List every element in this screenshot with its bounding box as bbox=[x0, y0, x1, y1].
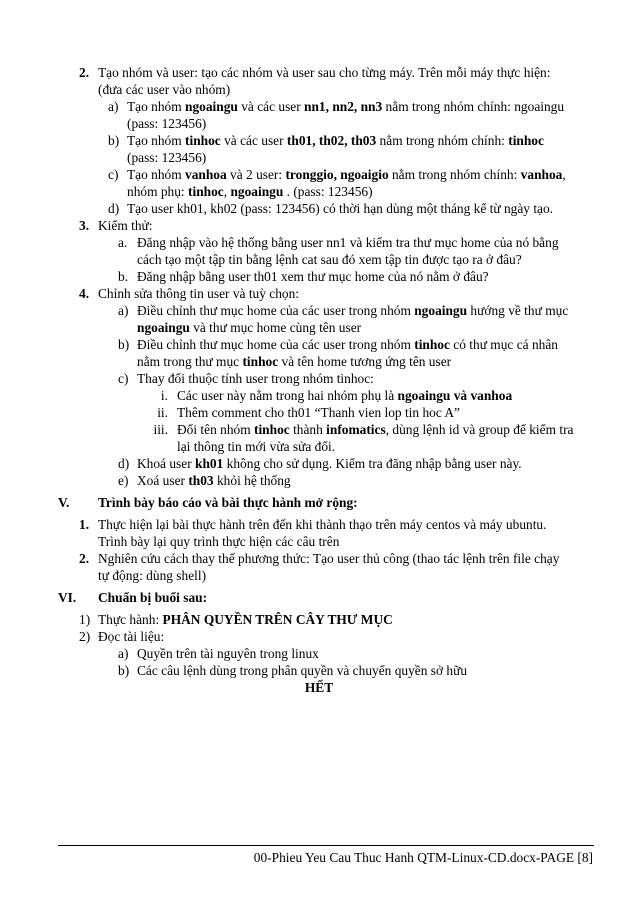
section-5-item-1-number: 1. bbox=[79, 517, 90, 532]
item-2c-mark: c) bbox=[108, 167, 119, 182]
item-4c-i-mark: i. bbox=[160, 388, 168, 403]
section-5-item-2-line-2: tự động: dùng shell) bbox=[98, 568, 207, 583]
item-3a-line-1: Đăng nhập vào hệ thống bằng user nn1 và kiểm tra thư mục home của nó bằng bbox=[137, 235, 559, 250]
item-3b-line: Đăng nhập bằng user th01 xem thư mục home của nó nằm ở đâu? bbox=[137, 269, 489, 284]
item-2-line-1: Tạo nhóm và user: tạo các nhóm và user sau cho từng máy. Trên mỗi máy thực hiện: bbox=[98, 65, 551, 80]
item-4d-line: Khoá user kh01 không cho sử dụng. Kiểm tra đăng nhập bằng user này. bbox=[137, 456, 522, 471]
item-2a-line-2: (pass: 123456) bbox=[127, 116, 207, 131]
section-5-title: Trình bày báo cáo và bài thực hành mở rộng: bbox=[98, 495, 358, 510]
item-4b-line-2: nằm trong thư mục tinhoc và tên home tương ứng tên user bbox=[137, 354, 452, 369]
section-6-item-2-line: Đọc tài liệu: bbox=[98, 629, 165, 644]
item-3-title: Kiểm thử: bbox=[98, 218, 153, 233]
item-4e-line: Xoá user th03 khỏi hệ thống bbox=[137, 473, 291, 488]
item-3a-mark: a. bbox=[118, 235, 128, 250]
item-4c-iii-line-2: lại thông tin mới vừa sửa đổi. bbox=[177, 439, 336, 454]
item-3a-line-2: cách tạo một tập tin bằng lệnh cat sau đó xem tập tin được tạo ra ở đâu? bbox=[137, 252, 522, 267]
section-5-item-1-line-2: Trình bày lại quy trình thực hiện các câu trên bbox=[98, 534, 340, 549]
item-2d-line: Tạo user kh01, kh02 (pass: 123456) có thời hạn dùng một tháng kể từ ngày tạo. bbox=[127, 201, 554, 216]
item-3-number: 3. bbox=[79, 218, 90, 233]
item-2a-line-1: Tạo nhóm ngoaingu và các user nn1, nn2, nn3 nằm trong nhóm chính: ngoaingu bbox=[127, 99, 565, 114]
end-mark: HẾT bbox=[304, 680, 334, 695]
item-2b-mark: b) bbox=[108, 133, 120, 148]
section-5-item-2-line-1: Nghiên cứu cách thay thế phương thức: Tạo user thủ công (thao tác lệnh trên file chạy bbox=[98, 551, 560, 566]
section-6-number: VI. bbox=[58, 590, 77, 605]
section-6-item-2-number: 2) bbox=[79, 629, 91, 644]
section-6-item-2b-line: Các câu lệnh dùng trong phân quyền và chuyển quyền sở hữu bbox=[137, 663, 468, 678]
section-6-item-1-number: 1) bbox=[79, 612, 91, 627]
section-5-item-1-line-1: Thực hiện lại bài thực hành trên đến khi thành thạo trên máy centos và máy ubuntu. bbox=[98, 517, 547, 532]
item-2-line-2: (đưa các user vào nhóm) bbox=[98, 82, 231, 97]
item-4c-iii-line-1: Đổi tên nhóm tinhoc thành infomatics, dùng lệnh id và group để kiểm tra bbox=[177, 422, 574, 437]
item-2b-line-1: Tạo nhóm tinhoc và các user th01, th02, th03 nằm trong nhóm chính: tinhoc bbox=[127, 133, 544, 148]
item-4c-ii-line: Thêm comment cho th01 “Thanh vien lop tin hoc A” bbox=[177, 405, 460, 420]
item-2c-line-1: Tạo nhóm vanhoa và 2 user: tronggio, ngoaigio nằm trong nhóm chính: vanhoa, bbox=[127, 167, 566, 182]
item-2d-mark: d) bbox=[108, 201, 120, 216]
item-4a-line-1: Điều chỉnh thư mục home của các user trong nhóm ngoaingu hướng về thư mục bbox=[137, 303, 569, 318]
item-4c-ii-mark: ii. bbox=[157, 405, 168, 420]
section-6-item-2b-mark: b) bbox=[118, 663, 130, 678]
item-3b-mark: b. bbox=[118, 269, 129, 284]
item-4c-mark: c) bbox=[118, 371, 129, 386]
section-6-item-1-line: Thực hành: PHÂN QUYỀN TRÊN CÂY THƯ MỤC bbox=[98, 612, 393, 627]
item-4a-mark: a) bbox=[118, 303, 129, 318]
item-4b-line-1: Điều chỉnh thư mục home của các user trong nhóm tinhoc có thư mục cá nhân bbox=[137, 337, 558, 352]
item-4c-i-line: Các user này nằm trong hai nhóm phụ là ngoaingu và vanhoa bbox=[177, 388, 513, 403]
section-5-number: V. bbox=[58, 495, 70, 510]
item-4e-mark: e) bbox=[118, 473, 129, 488]
item-2a-mark: a) bbox=[108, 99, 119, 114]
item-2-number: 2. bbox=[79, 65, 90, 80]
item-4-number: 4. bbox=[79, 286, 90, 301]
item-4c-iii-mark: iii. bbox=[153, 422, 168, 437]
item-4d-mark: d) bbox=[118, 456, 130, 471]
section-6-item-2a-line: Quyền trên tài nguyên trong linux bbox=[137, 646, 319, 661]
item-4c-line: Thay đổi thuộc tính user trong nhóm tinhoc: bbox=[137, 371, 374, 386]
section-5-item-2-number: 2. bbox=[79, 551, 90, 566]
section-6-title: Chuẩn bị buổi sau: bbox=[98, 590, 208, 605]
page-footer: 00-Phieu Yeu Cau Thuc Hanh QTM-Linux-CD.docx-PAGE [8] bbox=[253, 850, 593, 865]
item-2c-line-2: nhóm phụ: tinhoc, ngoaingu . (pass: 123456) bbox=[127, 184, 373, 199]
item-2b-line-2: (pass: 123456) bbox=[127, 150, 207, 165]
section-6-item-2a-mark: a) bbox=[118, 646, 129, 661]
item-4b-mark: b) bbox=[118, 337, 130, 352]
item-4-title: Chỉnh sửa thông tin user và tuỳ chọn: bbox=[98, 286, 300, 301]
item-4a-line-2: ngoaingu và thư mục home cùng tên user bbox=[137, 320, 362, 335]
footer-divider bbox=[58, 845, 594, 846]
